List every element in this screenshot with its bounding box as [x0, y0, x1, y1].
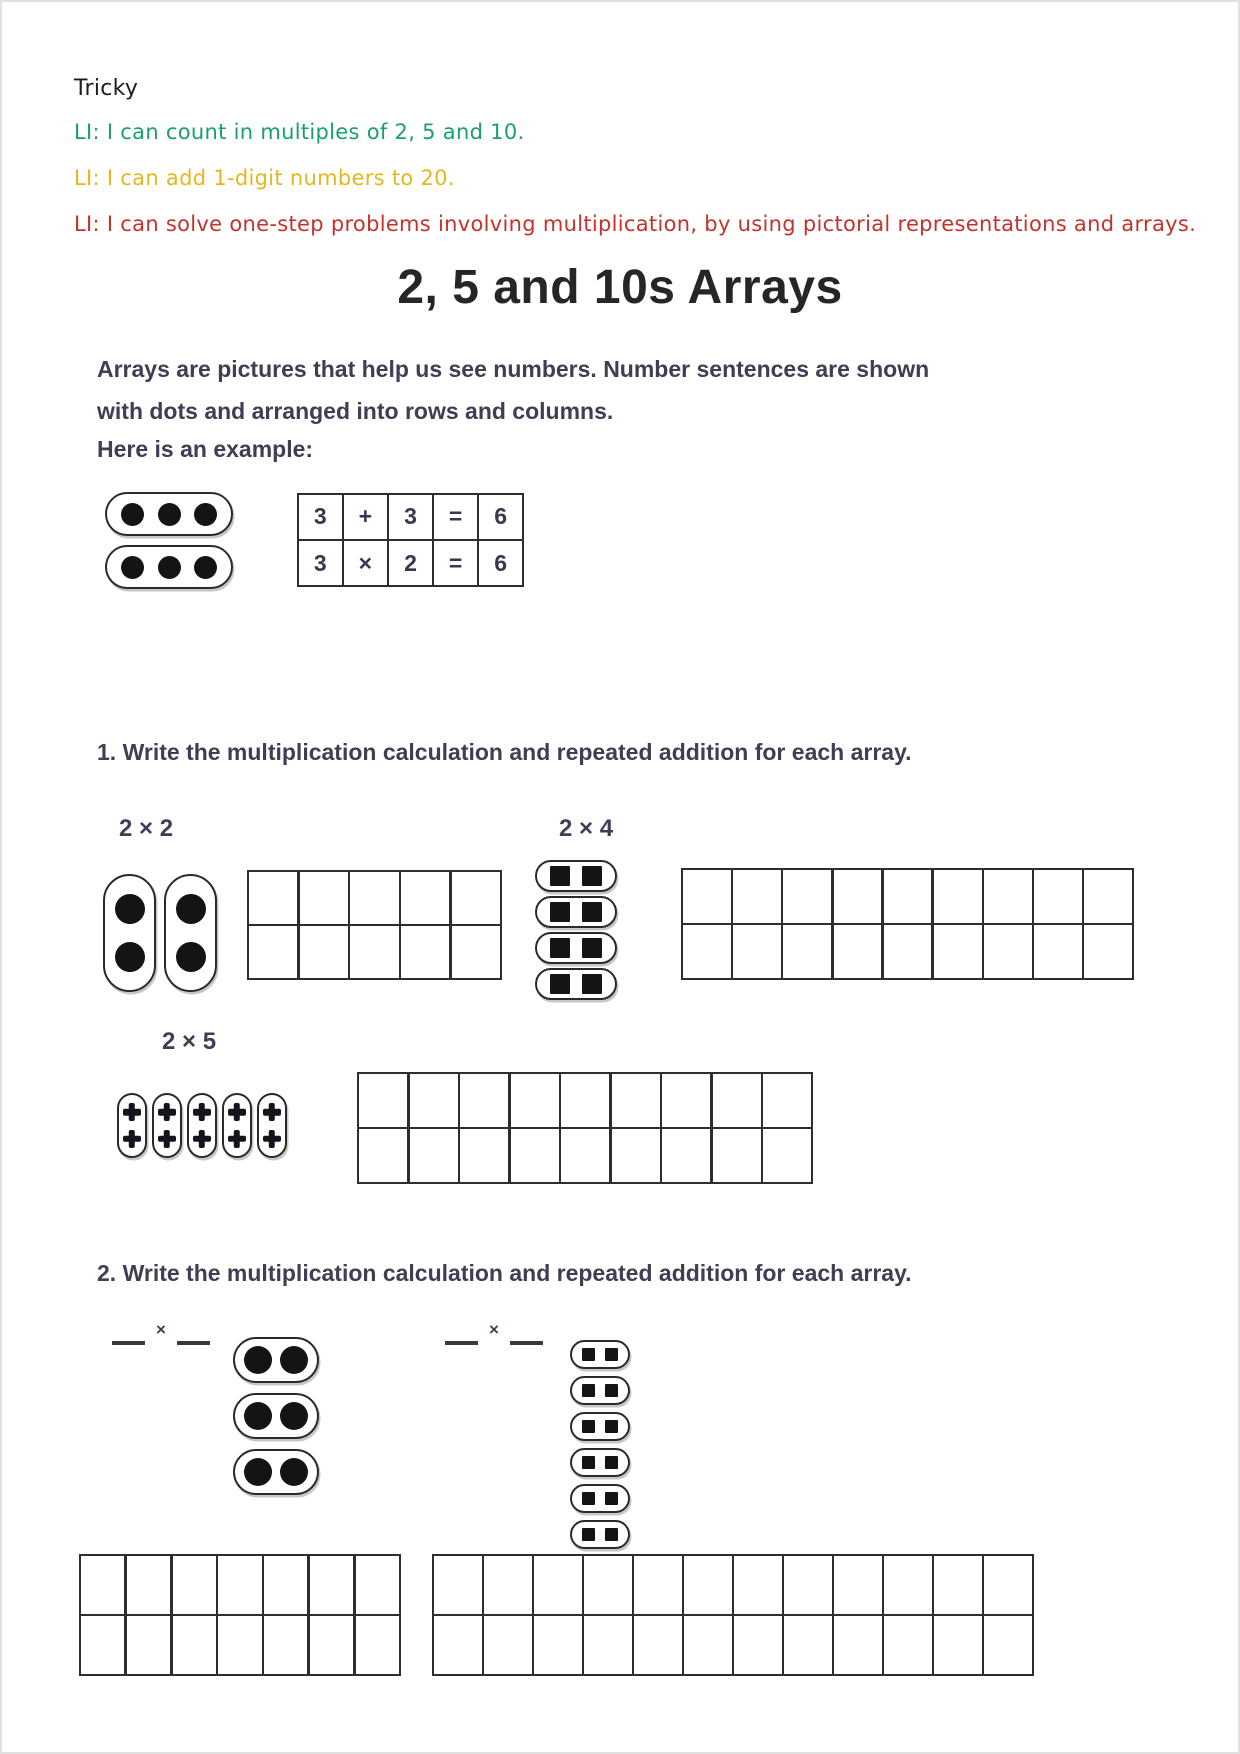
example-table-cell: 3	[389, 495, 432, 539]
example-table-cell: 3	[299, 495, 342, 539]
square-counter	[582, 1456, 595, 1469]
answer-grid-cell[interactable]	[300, 872, 348, 924]
question1-heading: 1. Write the multiplication calculation and repeated addition for each array.	[97, 739, 912, 765]
example-table-cell: =	[434, 541, 477, 585]
answer-grid-cell[interactable]	[410, 1129, 458, 1182]
answer-grid-cell[interactable]	[733, 870, 781, 923]
answer-grid-cell[interactable]	[884, 1616, 932, 1674]
counter-pill	[117, 1093, 147, 1158]
dot-counter	[244, 1402, 272, 1430]
square-counter	[582, 1348, 595, 1361]
answer-grid-cell[interactable]	[173, 1616, 216, 1674]
page-title: 2, 5 and 10s Arrays	[397, 261, 843, 314]
answer-grid-cell[interactable]	[511, 1129, 559, 1182]
answer-grid-cell[interactable]	[934, 1616, 982, 1674]
answer-grid-cell[interactable]	[734, 1556, 782, 1614]
answer-grid-cell[interactable]	[401, 926, 449, 978]
example-table-cell: ×	[344, 541, 387, 585]
plus-counter	[263, 1130, 281, 1148]
answer-grid-cell[interactable]	[713, 1129, 761, 1182]
counter-pill	[535, 860, 617, 892]
example-table-cell: 6	[479, 541, 522, 585]
q2-item2-blanks	[445, 1320, 543, 1345]
q1-item2-answer-grid	[681, 868, 1134, 980]
square-counter	[582, 1528, 595, 1541]
square-counter	[550, 974, 570, 994]
answer-grid-cell[interactable]	[612, 1074, 660, 1127]
answer-grid-cell[interactable]	[834, 1616, 882, 1674]
answer-grid-cell[interactable]	[401, 872, 449, 924]
counter-pill	[152, 1093, 182, 1158]
answer-grid-cell[interactable]	[734, 1616, 782, 1674]
answer-grid-cell[interactable]	[350, 926, 398, 978]
question2-heading: 2. Write the multiplication calculation and repeated addition for each array.	[97, 1260, 912, 1286]
square-counter	[605, 1528, 618, 1541]
plus-counter	[193, 1103, 211, 1121]
answer-grid-cell[interactable]	[173, 1556, 216, 1614]
answer-grid-cell[interactable]	[359, 1074, 407, 1127]
square-counter	[550, 866, 570, 886]
answer-grid-cell[interactable]	[310, 1556, 353, 1614]
square-counter	[605, 1456, 618, 1469]
intro-line-2: with dots and arranged into rows and columns.	[97, 398, 614, 424]
plus-counter	[123, 1103, 141, 1121]
answer-grid-cell[interactable]	[81, 1616, 124, 1674]
square-counter	[550, 902, 570, 922]
counter-pill	[105, 545, 233, 589]
answer-grid-cell[interactable]	[484, 1616, 532, 1674]
answer-grid-cell[interactable]	[452, 872, 500, 924]
answer-grid-cell[interactable]	[264, 1616, 307, 1674]
square-counter	[605, 1348, 618, 1361]
dot-counter	[194, 556, 217, 579]
answer-grid-cell[interactable]	[534, 1616, 582, 1674]
counter-pill	[103, 874, 156, 992]
learning-intention-1: LI: I can count in multiples of 2, 5 and 10.	[74, 120, 525, 144]
q1-item2-label: 2 × 4	[559, 815, 614, 842]
answer-grid-cell[interactable]	[783, 925, 831, 978]
plus-counter	[193, 1130, 211, 1148]
q2-item2-blank-factor2[interactable]	[510, 1324, 543, 1345]
answer-grid-cell[interactable]	[934, 925, 982, 978]
counter-pill	[257, 1093, 287, 1158]
plus-counter	[123, 1130, 141, 1148]
q1-item1-array	[103, 874, 217, 992]
example-table-cell: 2	[389, 541, 432, 585]
example-label: Here is an example:	[97, 436, 314, 462]
counter-pill	[570, 1484, 630, 1513]
q2-item1-blank-factor1[interactable]	[112, 1324, 145, 1345]
q1-item3-array	[117, 1093, 287, 1158]
answer-grid-cell[interactable]	[452, 926, 500, 978]
answer-grid-cell[interactable]	[434, 1616, 482, 1674]
answer-grid-cell[interactable]	[249, 872, 297, 924]
q2-item2-blank-factor1[interactable]	[445, 1324, 478, 1345]
learning-intentions	[74, 120, 1196, 258]
answer-grid-cell[interactable]	[127, 1556, 170, 1614]
q2-item2-answer-grid	[432, 1554, 1034, 1676]
example-array	[105, 492, 233, 589]
dot-counter	[244, 1346, 272, 1374]
plus-counter	[263, 1103, 281, 1121]
answer-grid-cell[interactable]	[460, 1129, 508, 1182]
answer-grid-cell[interactable]	[1034, 870, 1082, 923]
answer-grid-cell[interactable]	[784, 1616, 832, 1674]
answer-grid-cell[interactable]	[612, 1129, 660, 1182]
dot-counter	[176, 942, 206, 972]
dot-counter	[244, 1458, 272, 1486]
counter-pill	[233, 1449, 319, 1495]
answer-grid-cell[interactable]	[218, 1556, 261, 1614]
plus-counter	[158, 1103, 176, 1121]
dot-counter	[280, 1458, 308, 1486]
answer-grid-cell[interactable]	[834, 1556, 882, 1614]
answer-grid-cell[interactable]	[733, 925, 781, 978]
q2-item1-array	[233, 1337, 319, 1495]
answer-grid-cell[interactable]	[662, 1129, 710, 1182]
plus-counter	[158, 1130, 176, 1148]
dot-counter	[121, 503, 144, 526]
square-counter	[582, 902, 602, 922]
counter-pill	[105, 492, 233, 536]
counter-pill	[187, 1093, 217, 1158]
counter-pill	[535, 896, 617, 928]
intro-line-1: Arrays are pictures that help us see numbers. Number sentences are shown	[97, 356, 930, 382]
example-table-cell: 3	[299, 541, 342, 585]
answer-grid-cell[interactable]	[834, 870, 882, 923]
answer-grid-cell[interactable]	[884, 1556, 932, 1614]
counter-pill	[570, 1520, 630, 1549]
q1-item2-array	[535, 860, 617, 1000]
difficulty-label: Tricky	[74, 76, 139, 101]
answer-grid-cell[interactable]	[264, 1556, 307, 1614]
answer-grid-cell[interactable]	[684, 1556, 732, 1614]
answer-grid-cell[interactable]	[984, 1556, 1032, 1614]
dot-counter	[121, 556, 144, 579]
answer-grid-cell[interactable]	[884, 925, 932, 978]
square-counter	[605, 1492, 618, 1505]
answer-grid-cell[interactable]	[249, 926, 297, 978]
answer-grid-cell[interactable]	[634, 1556, 682, 1614]
q1-item1-label: 2 × 2	[119, 815, 174, 842]
square-counter	[605, 1420, 618, 1433]
dot-counter	[115, 894, 145, 924]
answer-grid-cell[interactable]	[218, 1616, 261, 1674]
counter-pill	[535, 932, 617, 964]
answer-grid-cell[interactable]	[984, 870, 1032, 923]
answer-grid-cell[interactable]	[713, 1074, 761, 1127]
answer-grid-cell[interactable]	[884, 870, 932, 923]
answer-grid-cell[interactable]	[511, 1074, 559, 1127]
dot-counter	[280, 1402, 308, 1430]
square-counter	[582, 938, 602, 958]
counter-pill	[570, 1340, 630, 1369]
counter-pill	[233, 1337, 319, 1383]
counter-pill	[570, 1376, 630, 1405]
q2-item1-multiply-sign: ×	[156, 1320, 166, 1339]
learning-intention-2: LI: I can add 1-digit numbers to 20.	[74, 166, 455, 190]
answer-grid-cell[interactable]	[561, 1074, 609, 1127]
counter-pill	[570, 1412, 630, 1441]
dot-counter	[158, 556, 181, 579]
answer-grid-cell[interactable]	[683, 925, 731, 978]
dot-counter	[194, 503, 217, 526]
q1-item3-answer-grid	[357, 1072, 813, 1184]
answer-grid-cell[interactable]	[834, 925, 882, 978]
dot-counter	[176, 894, 206, 924]
example-table-cell: +	[344, 495, 387, 539]
answer-grid-cell[interactable]	[484, 1556, 532, 1614]
answer-grid-cell[interactable]	[359, 1129, 407, 1182]
answer-grid-cell[interactable]	[310, 1616, 353, 1674]
square-counter	[550, 938, 570, 958]
q2-item1-blank-factor2[interactable]	[177, 1324, 210, 1345]
example-table-cell: =	[434, 495, 477, 539]
answer-grid-cell[interactable]	[534, 1556, 582, 1614]
square-counter	[582, 1492, 595, 1505]
counter-pill	[535, 968, 617, 1000]
answer-grid-cell[interactable]	[684, 1616, 732, 1674]
dot-counter	[158, 503, 181, 526]
q2-item1-answer-grid	[79, 1554, 401, 1676]
counter-pill	[570, 1448, 630, 1477]
answer-grid-cell[interactable]	[356, 1556, 399, 1614]
plus-counter	[228, 1130, 246, 1148]
answer-grid-cell[interactable]	[934, 870, 982, 923]
answer-grid-cell[interactable]	[634, 1616, 682, 1674]
answer-grid-cell[interactable]	[127, 1616, 170, 1674]
answer-grid-cell[interactable]	[984, 925, 1032, 978]
q1-item1-answer-grid	[247, 870, 502, 980]
counter-pill	[222, 1093, 252, 1158]
square-counter	[582, 974, 602, 994]
answer-grid-cell[interactable]	[350, 872, 398, 924]
dot-counter	[115, 942, 145, 972]
plus-counter	[228, 1103, 246, 1121]
answer-grid-cell[interactable]	[81, 1556, 124, 1614]
square-counter	[582, 866, 602, 886]
answer-grid-cell[interactable]	[1084, 925, 1132, 978]
q2-item2-multiply-sign: ×	[489, 1320, 499, 1339]
answer-grid-cell[interactable]	[1084, 870, 1132, 923]
counter-pill	[233, 1393, 319, 1439]
answer-grid-cell[interactable]	[662, 1074, 710, 1127]
answer-grid-cell[interactable]	[460, 1074, 508, 1127]
learning-intention-3: LI: I can solve one-step problems involving multiplication, by using pictorial representations and arrays.	[74, 212, 1197, 236]
answer-grid-cell[interactable]	[410, 1074, 458, 1127]
square-counter	[605, 1384, 618, 1397]
answer-grid-cell[interactable]	[934, 1556, 982, 1614]
q1-item3-label: 2 × 5	[162, 1028, 217, 1055]
example-table-cell: 6	[479, 495, 522, 539]
intro-text	[97, 348, 1097, 432]
counter-pill	[164, 874, 217, 992]
answer-grid-cell[interactable]	[683, 870, 731, 923]
example-number-sentence-table	[297, 493, 524, 587]
dot-counter	[280, 1346, 308, 1374]
answer-grid-cell[interactable]	[584, 1556, 632, 1614]
square-counter	[582, 1420, 595, 1433]
answer-grid-cell[interactable]	[763, 1074, 811, 1127]
square-counter	[582, 1384, 595, 1397]
answer-grid-cell[interactable]	[300, 926, 348, 978]
answer-grid-cell[interactable]	[984, 1616, 1032, 1674]
answer-grid-cell[interactable]	[434, 1556, 482, 1614]
answer-grid-cell[interactable]	[763, 1129, 811, 1182]
answer-grid-cell[interactable]	[784, 1556, 832, 1614]
answer-grid-cell[interactable]	[1034, 925, 1082, 978]
answer-grid-cell[interactable]	[356, 1616, 399, 1674]
answer-grid-cell[interactable]	[783, 870, 831, 923]
q2-item1-blanks	[112, 1320, 210, 1345]
answer-grid-cell[interactable]	[561, 1129, 609, 1182]
answer-grid-cell[interactable]	[584, 1616, 632, 1674]
q2-item2-array	[570, 1340, 630, 1549]
